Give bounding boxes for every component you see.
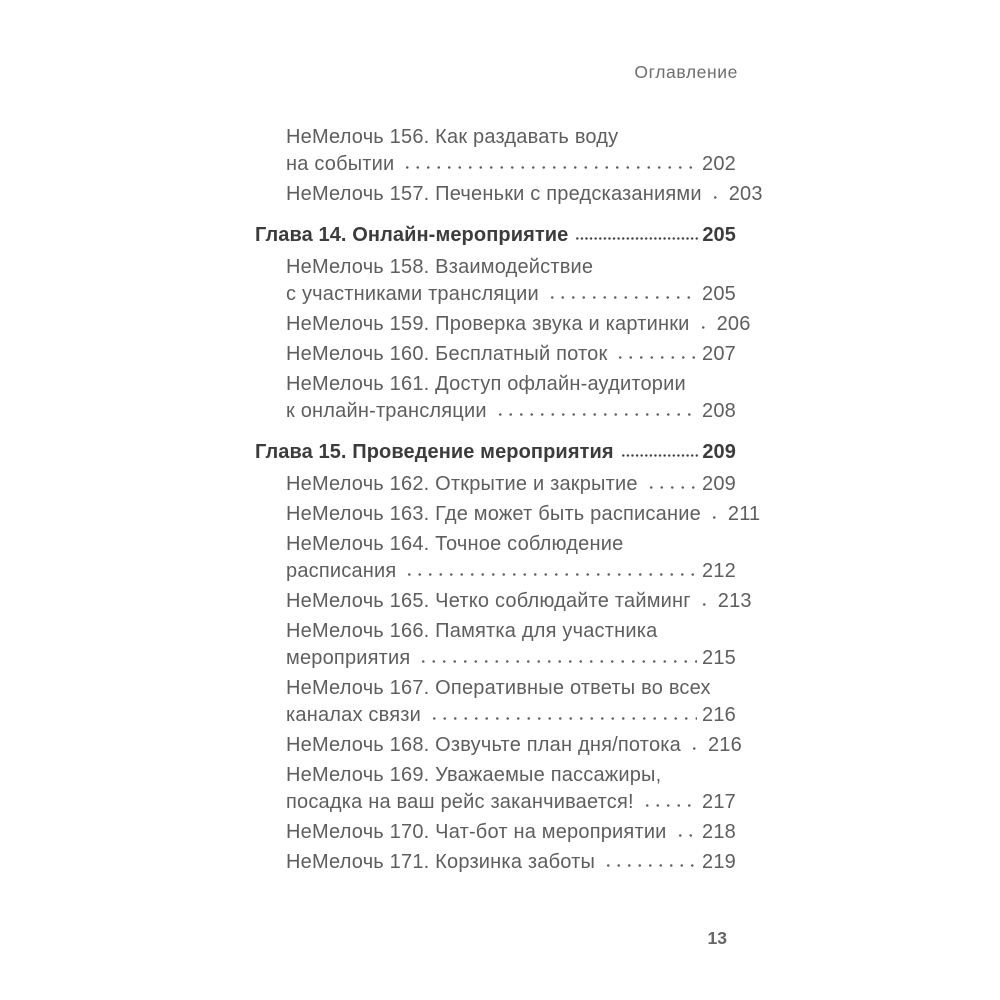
entry-text: к онлайн-трансляции xyxy=(286,400,487,422)
entry-text: НеМелочь 163. Где может быть расписание xyxy=(286,503,701,525)
entry-text: НеМелочь 166. Памятка для участника xyxy=(286,620,658,642)
chapter-title: Глава 15. Проведение мероприятия xyxy=(255,441,614,463)
toc-entry xyxy=(255,254,736,308)
dot-leader xyxy=(698,325,712,330)
dot-leader xyxy=(646,485,697,490)
page-number-footer: 13 xyxy=(707,928,727,948)
entry-text: с участниками трансляции xyxy=(286,283,539,305)
entry-text: НеМелочь 171. Корзинка заботы xyxy=(286,851,596,873)
entry-text: НеМелочь 161. Доступ офлайн-аудитории xyxy=(286,373,686,395)
entry-text: каналах связи xyxy=(286,704,422,726)
entry-text: НеМелочь 170. Чат-бот на мероприятии xyxy=(286,821,667,843)
toc-entry xyxy=(255,588,752,615)
toc-entry xyxy=(255,311,751,338)
toc-entry xyxy=(255,471,736,498)
entry-text: НеМелочь 157. Печеньки с предсказаниями xyxy=(286,183,702,205)
toc-entry xyxy=(255,501,761,528)
entry-text: НеМелочь 162. Открытие и закрытие xyxy=(286,473,638,495)
dot-leader xyxy=(709,515,723,520)
entry-text: на событии xyxy=(286,153,395,175)
dot-leader xyxy=(689,746,703,751)
dot-leader xyxy=(402,165,697,170)
dot-leader xyxy=(547,295,697,300)
entry-page-number: 205 xyxy=(702,283,736,305)
entry-text: НеМелочь 164. Точное соблюдение xyxy=(286,533,624,555)
entry-page-number: 215 xyxy=(702,647,736,669)
toc-list xyxy=(255,124,763,879)
running-header: Оглавление xyxy=(634,62,738,82)
dot-leader xyxy=(495,412,697,417)
entry-text: НеМелочь 158. Взаимодействие xyxy=(286,256,594,278)
entry-text: посадка на ваш рейс заканчивается! xyxy=(286,791,634,813)
dot-leader xyxy=(710,195,724,200)
toc-entry xyxy=(255,341,736,368)
entry-text: НеМелочь 169. Уважаемые пассажиры, xyxy=(286,764,662,786)
entry-text: мероприятия xyxy=(286,647,411,669)
toc-entry xyxy=(255,675,736,729)
dot-leader xyxy=(675,833,697,838)
entry-page-number: 202 xyxy=(702,153,736,175)
entry-page-number: 211 xyxy=(727,503,761,525)
dot-leader xyxy=(642,803,697,808)
dot-leader xyxy=(575,236,700,241)
entry-text: НеМелочь 156. Как раздавать воду xyxy=(286,126,619,148)
entry-text: НеМелочь 168. Озвучьте план дня/потока xyxy=(286,734,681,756)
entry-page-number: 209 xyxy=(702,473,736,495)
dot-leader xyxy=(615,355,697,360)
dot-leader xyxy=(621,453,701,458)
entry-page-number: 219 xyxy=(702,851,736,873)
entry-page-number: 212 xyxy=(702,560,736,582)
entry-page-number: 207 xyxy=(702,343,736,365)
toc-entry xyxy=(255,849,736,876)
toc-entry xyxy=(255,732,742,759)
entry-text: расписания xyxy=(286,560,397,582)
dot-leader xyxy=(429,716,697,721)
entry-page-number: 203 xyxy=(728,183,763,205)
dot-leader xyxy=(603,863,697,868)
chapter-title: Глава 14. Онлайн-мероприятие xyxy=(255,224,569,246)
dot-leader xyxy=(699,602,713,607)
toc-entry xyxy=(255,531,736,585)
chapter-page-number: 209 xyxy=(702,441,736,463)
dot-leader xyxy=(404,572,697,577)
entry-page-number: 216 xyxy=(702,704,736,726)
dot-leader xyxy=(418,659,697,664)
entry-page-number: 208 xyxy=(702,400,736,422)
entry-page-number: 218 xyxy=(702,821,736,843)
toc-chapter xyxy=(255,439,736,466)
entry-page-number: 206 xyxy=(716,313,751,335)
chapter-page-number: 205 xyxy=(702,224,736,246)
toc-entry xyxy=(255,618,736,672)
entry-page-number: 217 xyxy=(702,791,736,813)
entry-text: НеМелочь 165. Четко соблюдайте тайминг xyxy=(286,590,691,612)
entry-page-number: 216 xyxy=(707,734,742,756)
toc-entry xyxy=(255,819,736,846)
toc-entry xyxy=(255,181,763,208)
toc-entry xyxy=(255,371,736,425)
entry-text: НеМелочь 159. Проверка звука и картинки xyxy=(286,313,690,335)
entry-page-number: 213 xyxy=(717,590,752,612)
toc-chapter xyxy=(255,222,736,249)
toc-entry xyxy=(255,762,736,816)
entry-text: НеМелочь 167. Оперативные ответы во всех xyxy=(286,677,711,699)
entry-text: НеМелочь 160. Бесплатный поток xyxy=(286,343,608,365)
toc-entry xyxy=(255,124,736,178)
